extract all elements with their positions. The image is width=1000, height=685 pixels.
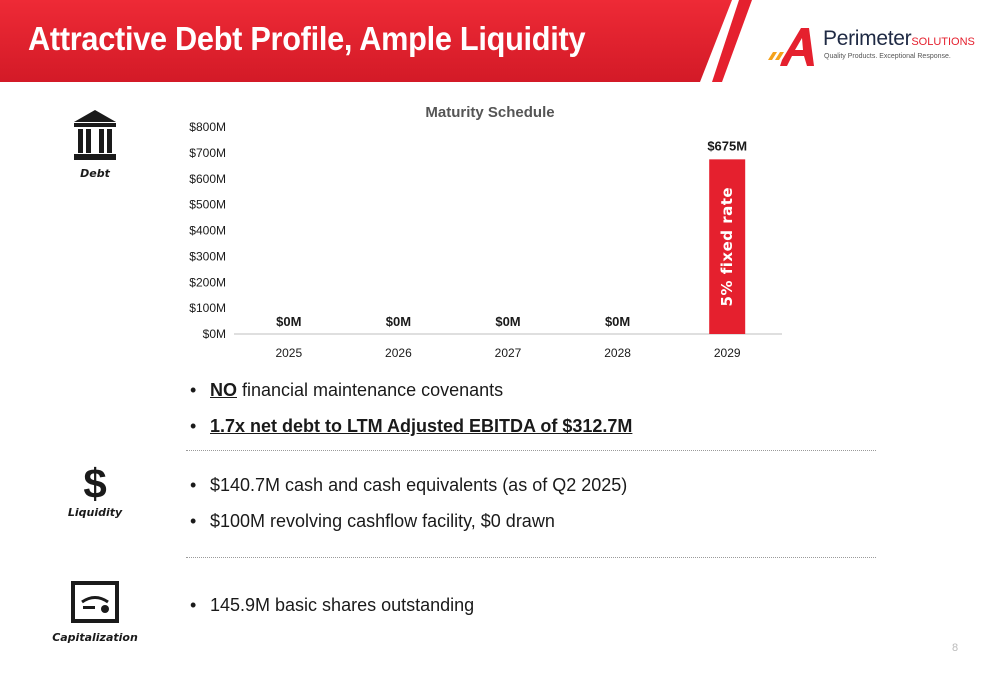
y-tick-label: $0M — [202, 327, 226, 341]
data-label: $0M — [604, 314, 631, 329]
dollar-sign-icon: $ — [83, 460, 107, 507]
y-tick-label: $700M — [189, 145, 226, 160]
page-number: 8 — [952, 642, 959, 654]
bullet-shares: • 145.9M basic shares outstanding — [190, 594, 474, 630]
section-divider — [186, 450, 876, 451]
capitalization-bullets — [190, 594, 474, 630]
data-label: $0M — [495, 314, 521, 329]
x-tick-label: 2025 — [275, 346, 303, 360]
y-tick-label: $500M — [189, 197, 226, 212]
y-tick-label: $600M — [189, 171, 226, 186]
capitalization-section-label — [40, 580, 150, 644]
bar-annotation: 5% fixed rate — [718, 186, 737, 307]
x-tick-label: 2026 — [385, 346, 412, 360]
page-title: Attractive Debt Profile, Ample Liquidity — [28, 20, 586, 57]
stock-certificate-icon — [70, 580, 120, 626]
section-divider — [186, 557, 876, 558]
y-tick-label: $400M — [189, 223, 226, 238]
x-tick-label: 2029 — [713, 346, 741, 360]
data-label: $675M — [707, 138, 748, 154]
liquidity-bullets — [190, 474, 627, 546]
bullet-revolver: • $100M revolving cashflow facility, $0 drawn — [190, 510, 627, 546]
y-tick-label: $300M — [189, 249, 226, 264]
x-tick-label: 2027 — [494, 346, 522, 360]
bullet-covenants: • NO financial maintenance covenants — [190, 379, 632, 415]
data-label: $0M — [276, 314, 302, 329]
liquidity-label: Liquidity — [67, 506, 123, 519]
logo-name: PerimeterSOLUTIONS — [823, 27, 975, 50]
y-tick-label: $800M — [189, 120, 226, 134]
debt-label: Debt — [80, 167, 110, 180]
bullet-leverage: • 1.7x net debt to LTM Adjusted EBITDA of $312.7M — [190, 415, 632, 451]
logo-tagline: Quality Products. Exceptional Response. — [824, 53, 951, 60]
chart-title: Maturity Schedule — [425, 104, 555, 121]
liquidity-section-label — [40, 462, 150, 519]
debt-bullets — [190, 379, 632, 451]
capitalization-label: Capitalization — [52, 631, 138, 644]
y-tick-label: $200M — [189, 275, 226, 290]
data-label: $0M — [385, 314, 412, 329]
bullet-cash: • $140.7M cash and cash equivalents (as of Q2 2025) — [190, 474, 627, 510]
y-tick-label: $100M — [189, 301, 226, 316]
x-tick-label: 2028 — [604, 346, 631, 360]
